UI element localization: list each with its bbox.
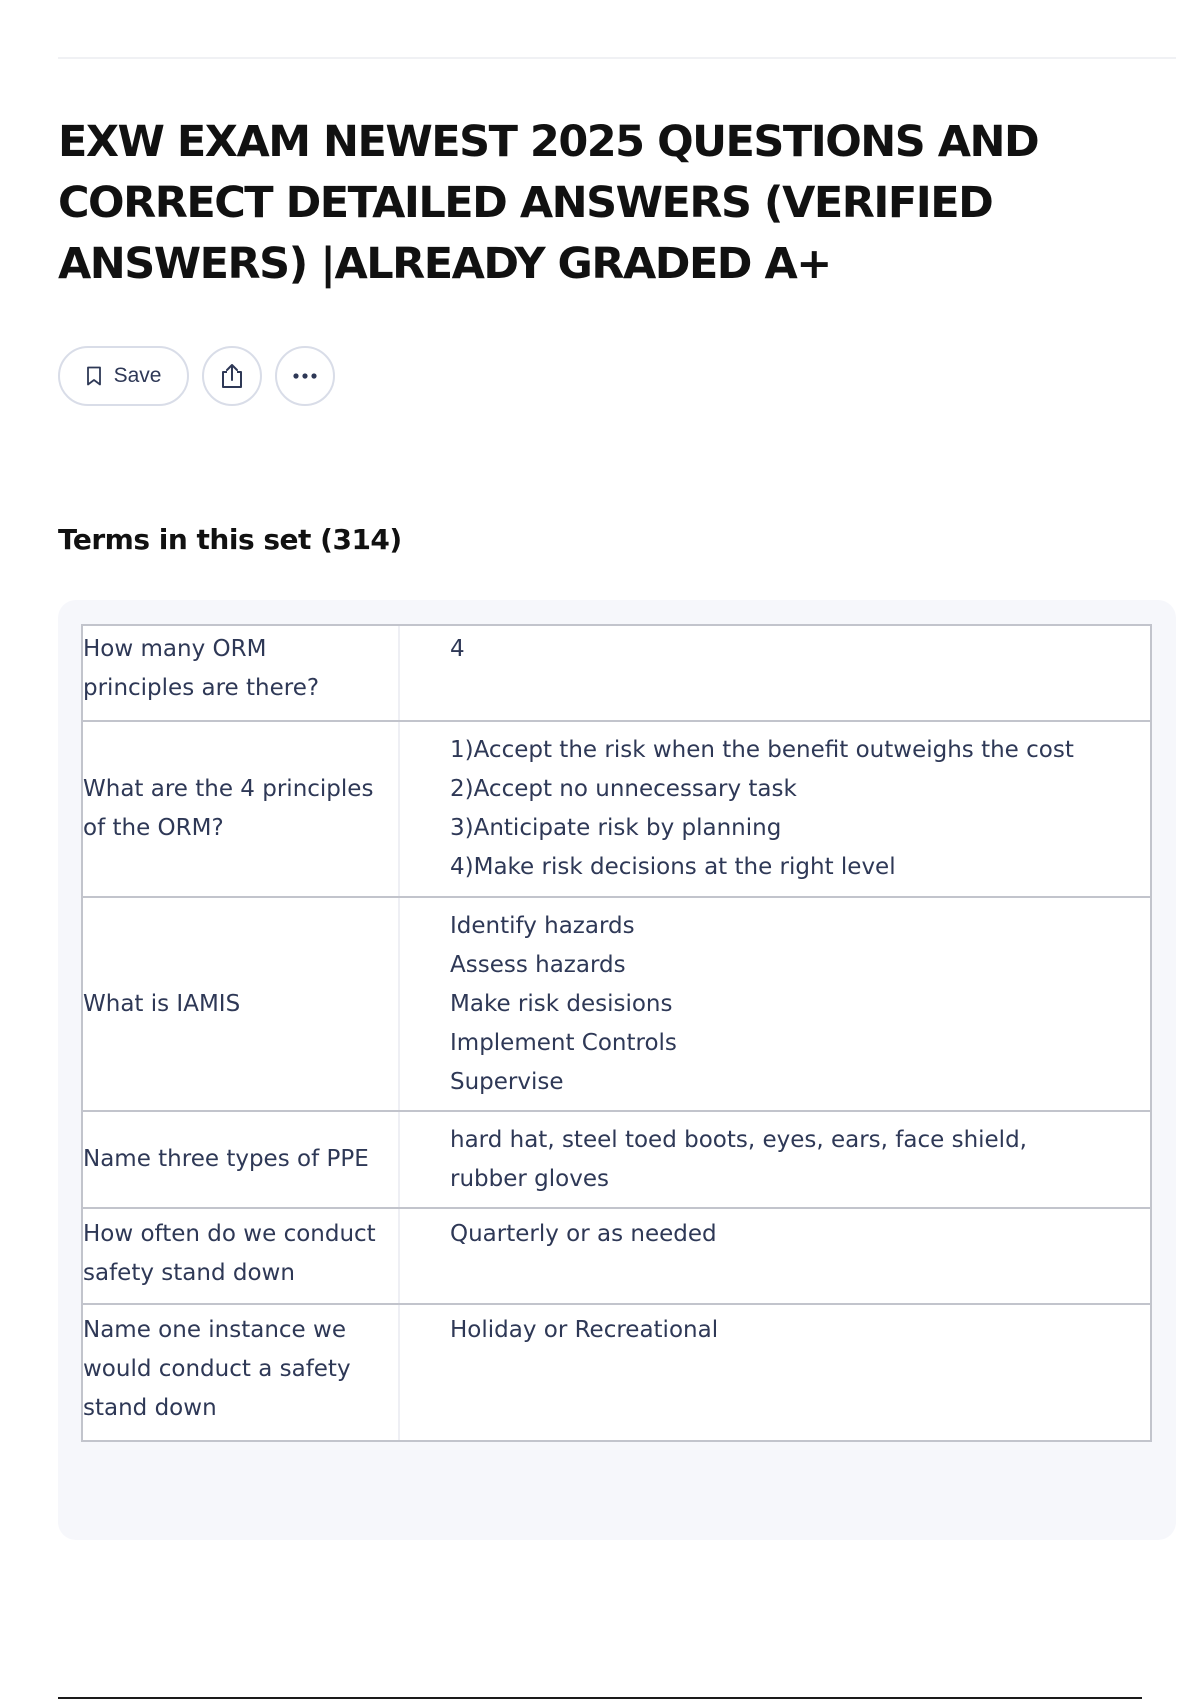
terms-heading: Terms in this set (314) bbox=[58, 523, 402, 556]
page-title: EXW EXAM NEWEST 2025 QUESTIONS AND CORRECT DETAILED ANSWERS (VERIFIED ANSWERS) |ALREADY GRADED A+ bbox=[58, 117, 1039, 289]
term-card bbox=[81, 624, 1152, 722]
term-text bbox=[83, 898, 400, 1110]
term-line: What is IAMIS bbox=[83, 990, 241, 1017]
definition-line: Implement Controls bbox=[450, 1029, 677, 1056]
term-card bbox=[81, 720, 1152, 898]
action-bar bbox=[58, 346, 335, 406]
share-button[interactable] bbox=[202, 346, 262, 406]
definition-line: Holiday or Recreational bbox=[450, 1317, 719, 1343]
term-line: of the ORM? bbox=[83, 815, 224, 841]
definition-line: hard hat, steel toed boots, eyes, ears, face shield, bbox=[450, 1126, 1027, 1153]
term-text bbox=[83, 626, 400, 720]
definition-line: Make risk desisions bbox=[450, 990, 673, 1017]
term-line: How many ORM bbox=[83, 636, 267, 662]
term-line: How often do we conduct bbox=[83, 1221, 376, 1247]
definition-text bbox=[400, 1209, 1150, 1303]
definition-line: Quarterly or as needed bbox=[450, 1221, 717, 1247]
definition-line: Identify hazards bbox=[450, 912, 635, 939]
term-line: Name three types of PPE bbox=[83, 1146, 369, 1172]
definition-text bbox=[400, 1112, 1150, 1207]
definition-line: 4 bbox=[450, 636, 465, 662]
more-horizontal-icon bbox=[292, 372, 318, 380]
definition-text bbox=[400, 626, 1150, 720]
term-line: principles are there? bbox=[83, 675, 320, 701]
definition-text bbox=[400, 898, 1150, 1110]
term-line: Name one instance we bbox=[83, 1317, 346, 1343]
save-button[interactable] bbox=[58, 346, 189, 406]
term-text bbox=[83, 1112, 400, 1207]
term-card bbox=[81, 1207, 1152, 1305]
top-divider bbox=[58, 57, 1176, 59]
definition-text bbox=[400, 1305, 1150, 1440]
definition-line: rubber gloves bbox=[450, 1165, 609, 1192]
term-line: would conduct a safety bbox=[83, 1356, 351, 1382]
term-card bbox=[81, 1303, 1152, 1442]
term-line: stand down bbox=[83, 1395, 217, 1421]
term-text bbox=[83, 722, 400, 896]
definition-line: 3)Anticipate risk by planning bbox=[450, 815, 782, 841]
bookmark-icon bbox=[86, 366, 102, 386]
term-text bbox=[83, 1209, 400, 1303]
more-options-button[interactable] bbox=[275, 346, 335, 406]
term-line: safety stand down bbox=[83, 1260, 295, 1286]
definition-line: 1)Accept the risk when the benefit outweighs the cost bbox=[450, 737, 1074, 763]
bottom-divider bbox=[58, 1697, 1142, 1699]
term-line: What are the 4 principles bbox=[83, 776, 374, 802]
definition-line: 2)Accept no unnecessary task bbox=[450, 776, 797, 802]
term-text bbox=[83, 1305, 400, 1440]
definition-line: Assess hazards bbox=[450, 951, 626, 978]
definition-line: 4)Make risk decisions at the right level bbox=[450, 854, 896, 880]
definition-line: Supervise bbox=[450, 1068, 564, 1095]
share-icon bbox=[219, 362, 245, 390]
save-button-label: Save bbox=[113, 364, 162, 387]
term-card bbox=[81, 1110, 1152, 1209]
term-card bbox=[81, 896, 1152, 1112]
definition-text bbox=[400, 722, 1150, 896]
